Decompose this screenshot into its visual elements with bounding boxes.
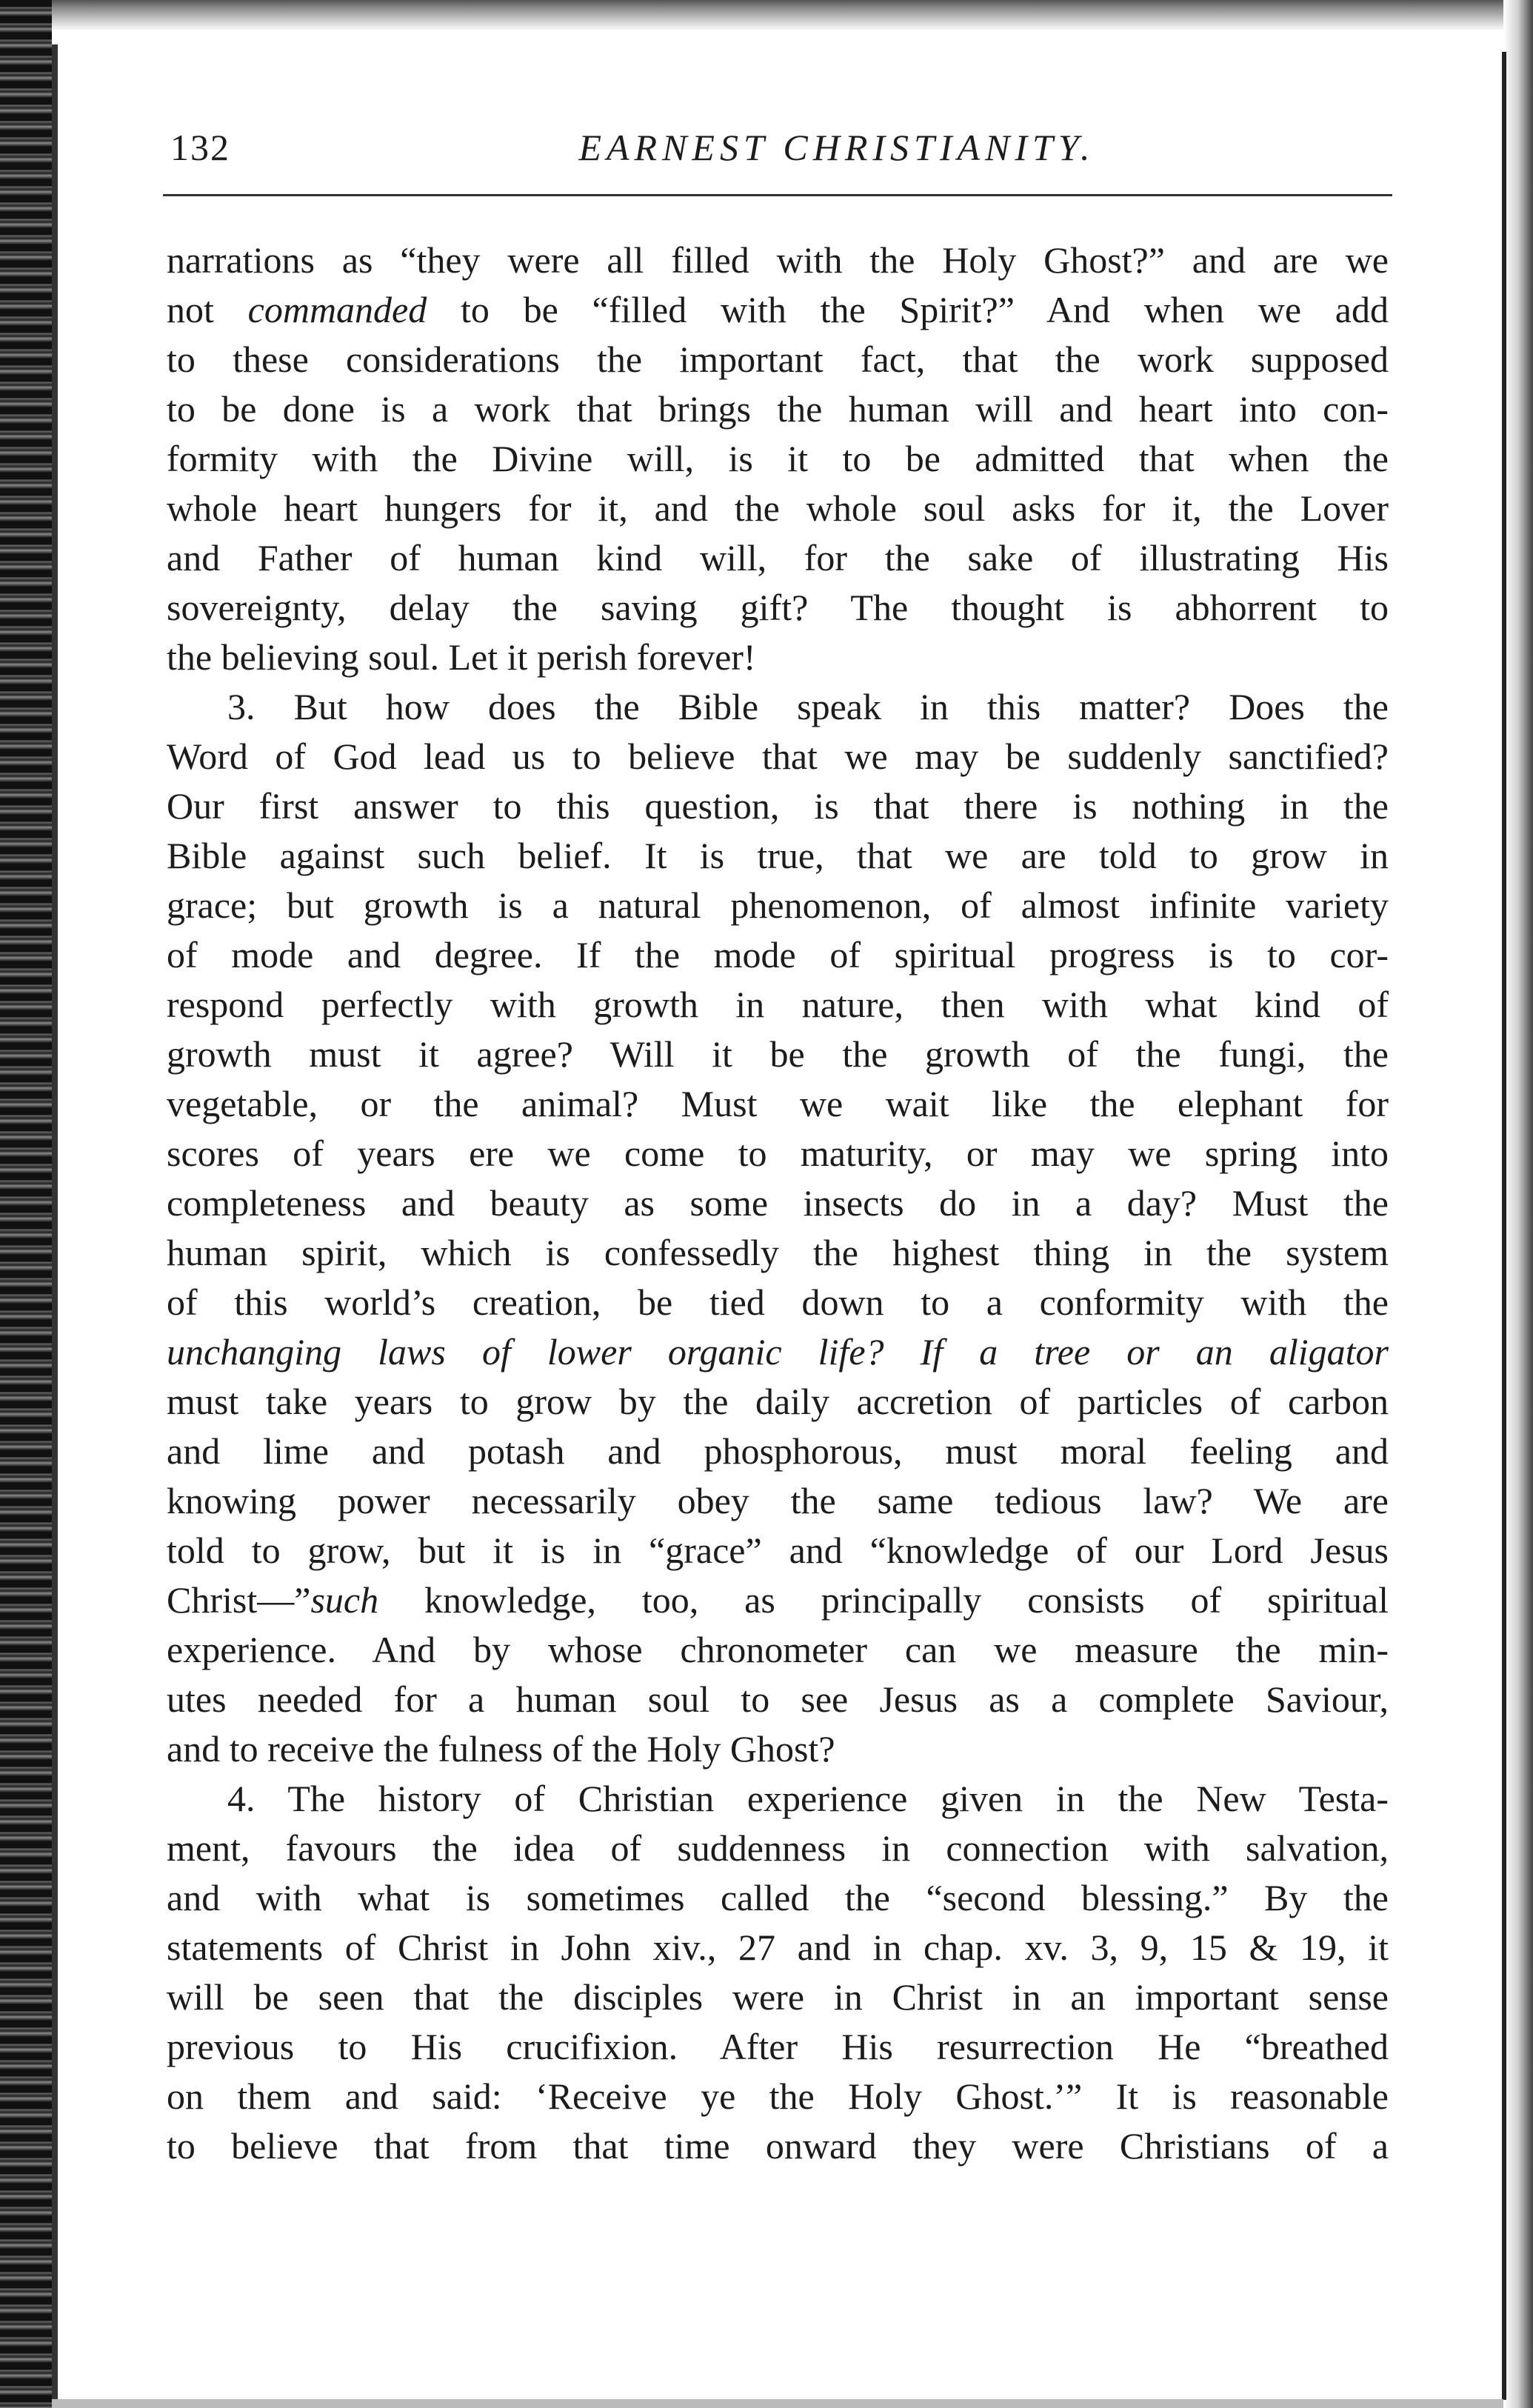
page-header <box>163 126 1392 178</box>
text-line <box>167 285 1389 335</box>
text-run: Christ—” <box>167 1579 311 1621</box>
scan-binding-edge <box>0 0 52 2408</box>
scan-right-edge <box>1503 0 1533 2408</box>
text-line: knowing power necessarily obey the same tedious law? We are <box>167 1480 1389 1521</box>
text-line: to be done is a work that brings the human will and heart into con- <box>167 388 1389 430</box>
page-body <box>167 236 1389 2171</box>
text-line: on them and said: ‘Receive ye the Holy Ghost.’” It is reasonable <box>167 2075 1389 2117</box>
text-line: whole heart hungers for it, and the whole soul asks for it, the Lover <box>167 487 1389 529</box>
scan-binding-shadow <box>52 44 58 2400</box>
text-line: and lime and potash and phosphorous, must moral feeling and <box>167 1430 1389 1472</box>
text-line: narrations as “they were all filled with the Holy Ghost?” and are we <box>167 239 1389 281</box>
text-line: formity with the Divine will, is it to be admitted that when the <box>167 438 1389 479</box>
text-line: human spirit, which is confessedly the highest thing in the system <box>167 1232 1389 1273</box>
text-line: ment, favours the idea of suddenness in connection with salvation, <box>167 1827 1389 1869</box>
running-title: EARNEST CHRISTIANITY. <box>578 127 1095 168</box>
text-line: of this world’s creation, be tied down to a conformity with the <box>167 1281 1389 1323</box>
text-line: statements of Christ in John xiv., 27 and in chap. xv. 3, 9, 15 & 19, it <box>167 1927 1389 1968</box>
text-line: unchanging laws of lower organic life? If a tree or an aligator <box>167 1331 1389 1373</box>
text-line: the believing soul. Let it perish forever! <box>167 636 756 678</box>
scan-top-edge <box>52 0 1503 30</box>
text-line: experience. And by whose chronometer can we measure the min- <box>167 1629 1389 1670</box>
text-line: scores of years ere we come to maturity, or may we spring into <box>167 1133 1389 1174</box>
text-line: must take years to grow by the daily accretion of particles of carbon <box>167 1381 1389 1422</box>
text-run: knowledge, too, as principally consists of spiritual <box>424 1579 1389 1621</box>
text-line: utes needed for a human soul to see Jesus as a complete Saviour, <box>167 1678 1389 1720</box>
emphasis-text: commanded <box>247 289 427 330</box>
text-line: told to grow, but it is in “grace” and “knowledge of our Lord Jesus <box>167 1530 1389 1571</box>
header-rule <box>163 194 1392 196</box>
text-line: respond perfectly with growth in nature, then with what kind of <box>167 984 1389 1025</box>
text-line: completeness and beauty as some insects do in a day? Must the <box>167 1182 1389 1224</box>
text-line <box>167 1575 1389 1625</box>
text-line: vegetable, or the animal? Must we wait like the elephant for <box>167 1083 1389 1124</box>
scan-right-border <box>1502 52 1506 2400</box>
paragraph-3-start: 3. But how does the Bible speak in this matter? Does the <box>227 686 1389 727</box>
emphasis-text: such <box>310 1579 379 1621</box>
text-line: and with what is sometimes called the “second blessing.” By the <box>167 1877 1389 1918</box>
text-line: to these considerations the important fact, that the work supposed <box>167 338 1389 380</box>
text-line: Word of God lead us to believe that we may be suddenly sanctified? <box>167 736 1389 777</box>
text-line: Bible against such belief. It is true, that we are told to grow in <box>167 835 1389 876</box>
text-line: to believe that from that time onward they were Christians of a <box>167 2125 1389 2167</box>
text-line: Our first answer to this question, is that there is nothing in the <box>167 785 1389 827</box>
text-line: sovereignty, delay the saving gift? The thought is abhorrent to <box>167 587 1389 628</box>
paragraph-4-start: 4. The history of Christian experience given in the New Testa- <box>227 1778 1389 1819</box>
text-line: and to receive the fulness of the Holy Ghost? <box>167 1728 835 1770</box>
text-line: growth must it agree? Will it be the growth of the fungi, the <box>167 1033 1389 1075</box>
text-run: to be “filled with the Spirit?” And when we add <box>460 289 1389 330</box>
text-run: not <box>167 289 214 330</box>
text-line: grace; but growth is a natural phenomenon, of almost infinite variety <box>167 884 1389 926</box>
text-line: previous to His crucifixion. After His resurrection He “breathed <box>167 2026 1389 2067</box>
text-line: will be seen that the disciples were in Christ in an important sense <box>167 1976 1389 2018</box>
text-line: of mode and degree. If the mode of spiritual progress is to cor- <box>167 934 1389 975</box>
page-number: 132 <box>170 127 230 168</box>
scan-bottom-edge <box>52 2399 1503 2408</box>
text-line: and Father of human kind will, for the sake of illustrating His <box>167 537 1389 578</box>
